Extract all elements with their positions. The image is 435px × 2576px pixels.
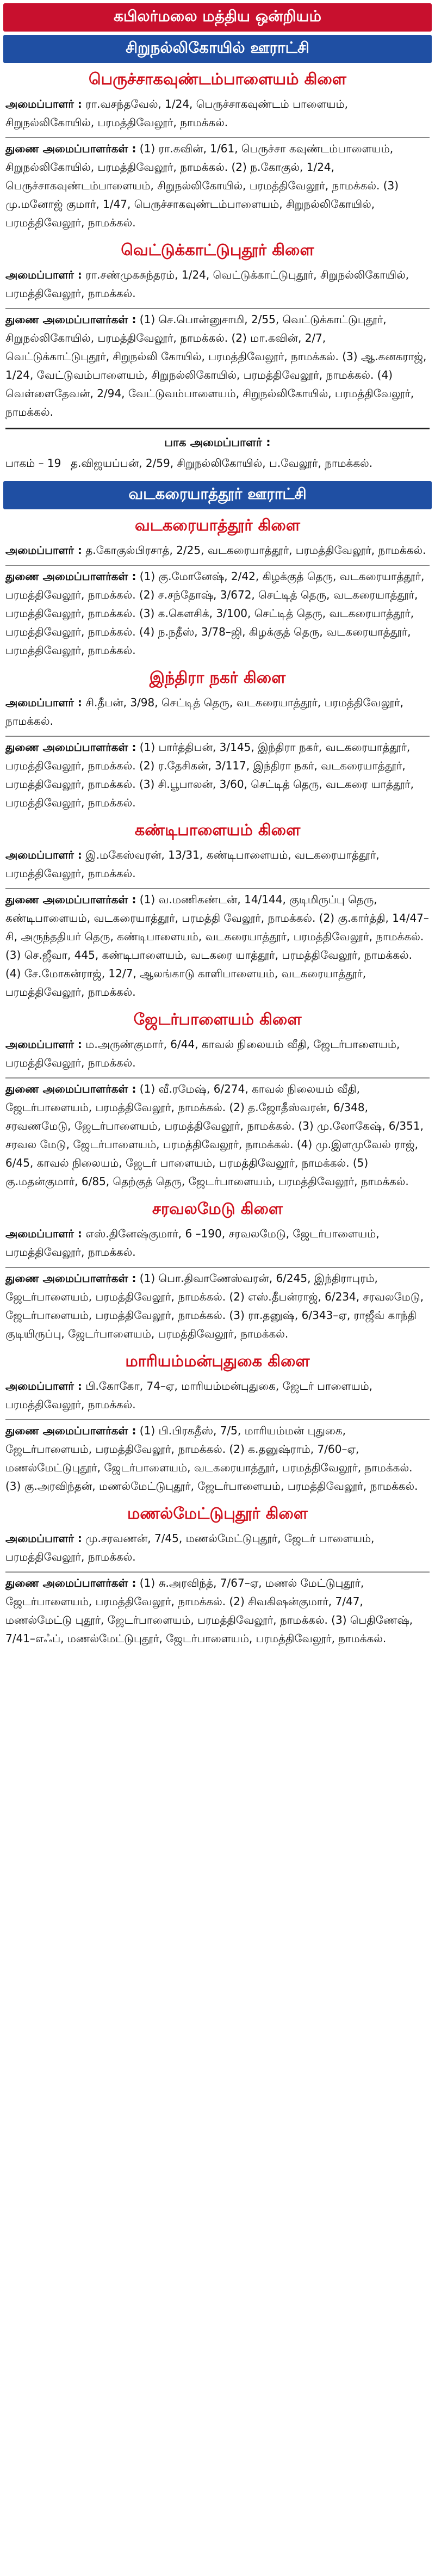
assistant-text: (1) வ.மணிகண்டன், 14/144, குடிமிருப்பு தெரு, கண்டிபாளையம், வடகரையாத்தூர், பரமத்தி வேலூர், நாமக்கல். (2) கு.கார்த்தி, 14/47–சி, அருந்ததியர் தெரு, கண்டிபாளையம், வடகரையாத்தூர், பரமத்திவேலூர், நாமக்கல். (3) செ.ஜீவா, 445, கண்டிபாளையம், வடகரை யாத்தூர், பரமத்திவேலூர், நாமக்கல். (4) சே.மோகன்ராஜ், 12/7, ஆலங்காடு காளிபாளையம், வடகரையாத்தூர், பரமத்திவேலூர், நாமக்கல். (5, 893, 429, 999)
leader-paragraph (0, 1377, 435, 1416)
town-banner-2 (3, 481, 432, 509)
divider (5, 1419, 430, 1420)
branch-title: ஜேடர்பாளையம் கிளை (133, 1010, 302, 1028)
assistant-text: (1) பொ.திவாணேஸ்வரன், 6/245, இந்திராபுரம், ஜேடர்பாளையம், பரமத்திவேலூர், நாமக்கல். (2) எஸ்.தீபன்ராஜ், 6/234, சரவலமேடு, ஜேடர்பாளையம், பரமத்திவேலூர், நாமக்கல். (3) ரா.தனுஷ், 6/343–ஏ, ராஜீவ் காந்தி குடியிருப்பு, ஜேடர்பாளையம், பரமத்திவேலூர், நாமக்கல். (5, 1272, 424, 1340)
assistant-paragraph (0, 567, 435, 662)
assistant-label: துணை அமைப்பாளர்கள் : (5, 1424, 136, 1437)
leader-text: த.கோகுல்பிரசாத், 2/25, வடகரையாத்தூர், பரமத்திவேலூர், நாமக்கல். (82, 544, 426, 557)
branch-title: மாரியம்மன்புதுகை கிளை (125, 1352, 310, 1370)
branch-section (0, 1352, 435, 1497)
leader-text: பி.கோகோ, 74–ஏ, மாரியம்மன்புதுகை, ஜேடர் பாளையம், பரமத்திவேலூர், நாமக்கல். (5, 1379, 373, 1411)
assistant-text: (1) ரா.கவின், 1/61, பெருச்சா கவுண்டம்பாளையம், சிறுநல்லிகோயில், பரமத்திவேலூர், நாமக்கல். (2) ந.கோகுல், 1/24, பெருச்சாகவுண்டம்பாளையம், சிறுநல்லிகோயில், பரமத்திவேலூர், நாமக்கல். (3) மு.மனோஜ் குமார், 1/47, பெருச்சாகவுண்டம்பாளையம், சிறுநல்லிகோயில், பரமத்திவேலூர், நாமக்கல். (5, 142, 399, 229)
town-banner-1 (3, 35, 432, 63)
leader-label: அமைப்பாளர் : (5, 268, 82, 281)
leader-text: மு.சரவணன், 7/45, மணல்மேட்டுபுதூர், ஜேடர் பாளையம், பரமத்திவேலூர், நாமக்கல். (5, 1532, 375, 1563)
divider (5, 137, 430, 138)
leader-text: ரா.சண்முகசுந்தரம், 1/24, வெட்டுக்காட்டுபுதூர், சிறுநல்லிகோயில், பரமத்திவேலூர், நாமக்கல். (5, 268, 409, 300)
leader-paragraph (0, 1224, 435, 1264)
assistant-text: (1) கு.மோனேஷ், 2/42, கிழக்குத் தெரு, வடகரையாத்தூர், பரமத்திவேலூர், நாமக்கல். (2) ச.சந்தோஷ், 3/672, செட்டித் தெரு, வடகரையாத்தூர், பரமத்திவேலூர், நாமக்கல். (3) க.கௌசிக், 3/100, செட்டித் தெரு, வடகரையாத்தூர், பரமத்திவேலூர், நாமக்கல். (4) ந.நதீஸ், 3/78–ஜி, கிழக்குத் தெரு, வடகரையாத்தூர், பரமத்திவேலூர், நாமக்கல். (5, 570, 425, 657)
part-row (0, 453, 435, 478)
branch-section (0, 1199, 435, 1345)
branch-section (0, 1010, 435, 1193)
leader-text: எஸ்.தினேஷ்குமார், 6 –190, சரவலமேடு, ஜேடர்பாளையம், பரமத்திவேலூர், நாமக்கல். (5, 1227, 380, 1259)
branch-title: வெட்டுக்காட்டுபுதூர் கிளை (121, 241, 314, 259)
leader-paragraph (0, 846, 435, 885)
leader-paragraph (0, 541, 435, 562)
branch-section (0, 821, 435, 1003)
assistant-paragraph (0, 738, 435, 814)
leader-label: அமைப்பாளர் : (5, 1532, 82, 1545)
branch-section (0, 1504, 435, 1650)
branch-title: கண்டிபாளையம் கிளை (134, 821, 301, 839)
assistant-paragraph (0, 1269, 435, 1345)
assistant-text: (1) பி.பிரகதீஸ், 7/5, மாரியம்மன் புதுகை, ஜேடர்பாளையம், பரமத்திவேலூர், நாமக்கல். (2) க.தனுஷ்ராம், 7/60–ஏ, மணல்மேட்டுபுதூர், ஜேடர்பாளையம், வடகரையாத்தூர், பரமத்திவேலூர், நாமக்கல். (3) கு.அரவிந்தன், மணல்மேட்டுபுதூர், ஜேடர்பாளையம், பரமத்திவேலூர், நாமக்கல். (5, 1424, 418, 1493)
leader-label: அமைப்பாளர் : (5, 97, 82, 110)
leader-paragraph (0, 1529, 435, 1568)
assistant-paragraph (0, 1574, 435, 1650)
branch-section (0, 241, 435, 423)
region-title: கபிலர்மலை மத்திய ஒன்றியம் (113, 7, 322, 25)
divider (5, 736, 430, 737)
assistant-label: துணை அமைப்பாளர்கள் : (5, 570, 136, 583)
assistant-text: (1) பார்த்திபன், 3/145, இந்திரா நகர், வடகரையாத்தூர், பரமத்திவேலூர், நாமக்கல். (2) ர.தேசிகன், 3/117, இந்திரா நகர், வடகரையாத்தூர், பரமத்திவேலூர், நாமக்கல். (3) சி.பூபாலன், 3/60, செட்டித் தெரு, வடகரை யாத்தூர், பரமத்திவேலூர், நாமக்கல். (5, 741, 414, 809)
part-title: பாக அமைப்பாளர் : (164, 436, 271, 449)
assistant-paragraph (0, 1421, 435, 1497)
assistant-label: துணை அமைப்பாளர்கள் : (5, 1082, 136, 1095)
assistant-paragraph (0, 139, 435, 234)
divider (5, 1267, 430, 1268)
town-title: வடகரையாத்தூர் ஊராட்சி (128, 485, 307, 503)
branch-title: இந்திரா நகர் கிளை (149, 668, 286, 687)
leader-paragraph (0, 1035, 435, 1074)
leader-label: அமைப்பாளர் : (5, 1227, 82, 1240)
divider (5, 428, 430, 429)
divider (5, 565, 430, 566)
assistant-text: (1) வீ.ரமேஷ், 6/274, காவல் நிலையம் வீதி, ஜேடர்பாளையம், பரமத்திவேலூர், நாமக்கல். (2) த.ஜோதீஸ்வரன், 6/348, சரவணமேடு, ஜேடர்பாளையம், பரமத்திவேலூர், நாமக்கல். (3) மு.லோகேஷ், 6/351, சரவல மேடு, ஜேடர்பாளையம், பரமத்திவேலூர், நாமக்கல். (4) மு.இளமுவேல் ராஜ், 6/45, காவல் நிலையம், ஜேடர் பாளையம், பரமத்திவேலூர், நாமக்கல். (5) கு.மதன்குமார், 6/85, தெற்குத் தெரு, ஜேடர்பாளையம், பரமத்திவேலூர், நாமக்கல். (5, 1082, 424, 1188)
leader-paragraph (0, 95, 435, 134)
assistant-label: துணை அமைப்பாளர்கள் : (5, 741, 136, 754)
branch-section (0, 668, 435, 814)
assistant-paragraph (0, 1080, 435, 1193)
assistant-label: துணை அமைப்பாளர்கள் : (5, 1272, 136, 1285)
leader-paragraph (0, 266, 435, 305)
part-number: பாகம் – 19 (5, 457, 61, 470)
assistant-text: (1) சு.அரவிந்த், 7/67–ஏ, மணல் மேட்டுபுதூர், ஜேடர்பாளையம், பரமத்திவேலூர், நாமக்கல். (2) சிவகிஷன்குமார், 7/47, மணல்மேட்டு புதூர், ஜேடர்பாளையம், பரமத்திவேலூர், நாமக்கல். (3) பெதிணேஷ், 7/41–எஃப், மணல்மேட்டுபுதூர், ஜேடர்பாளையம், பரமத்திவேலூர், நாமக்கல். (5, 1576, 413, 1645)
assistant-paragraph (0, 310, 435, 423)
leader-label: அமைப்பாளர் : (5, 1038, 82, 1051)
assistant-paragraph (0, 890, 435, 1003)
branch-section (0, 70, 435, 234)
assistant-label: துணை அமைப்பாளர்கள் : (5, 142, 136, 155)
assistant-label: துணை அமைப்பாளர்கள் : (5, 313, 136, 326)
branch-title: மணல்மேட்டுபுதூர் கிளை (127, 1504, 308, 1523)
leader-paragraph (0, 693, 435, 732)
leader-label: அமைப்பாளர் : (5, 848, 82, 861)
leader-label: அமைப்பாளர் : (5, 1379, 82, 1392)
divider (5, 888, 430, 889)
part-section (0, 432, 435, 478)
branch-section (0, 516, 435, 662)
divider (5, 1077, 430, 1079)
leader-text: ரா.வசந்தவேல், 1/24, பெருச்சாகவுண்டம் பாளையம், சிறுநல்லிகோயில், பரமத்திவேலூர், நாமக்கல். (5, 97, 349, 129)
divider (5, 1572, 430, 1573)
branch-title: சரவலமேடு கிளை (152, 1199, 283, 1218)
branch-title: பெருச்சாகவுண்டம்பாளையம் கிளை (89, 70, 346, 88)
assistant-text: (1) செ.பொன்னுசாமி, 2/55, வெட்டுக்காட்டுபுதூர், சிறுநல்லிகோயில், பரமத்திவேலூர், நாமக்கல். (2) மா.கவின், 2/7, வெட்டுக்காட்டுபுதூர், சிறுநல்லி கோயில், பரமத்திவேலூர், நாமக்கல். (3) ஆ.கனகராஜ், 1/24, வேட்டுவம்பாளையம், சிறுநல்லிகோயில், பரமத்திவேலூர், நாமக்கல். (4) வெள்ளைதேவன், 2/94, வேட்டுவம்பாளையம், சிறுநல்லிகோயில், பரமத்திவேலூர், நாமக்கல். (5, 313, 427, 418)
leader-label: அமைப்பாளர் : (5, 544, 82, 557)
branch-title: வடகரையாத்தூர் கிளை (135, 516, 300, 534)
leader-text: ம.அருண்குமார், 6/44, காவல் நிலையம் வீதி, ஜேடர்பாளையம், பரமத்திவேலூர், நாமக்கல். (5, 1038, 400, 1069)
assistant-label: துணை அமைப்பாளர்கள் : (5, 1576, 136, 1589)
divider (5, 308, 430, 309)
leader-text: இ.மகேஸ்வரன், 13/31, கண்டிபாளையம், வடகரையாத்தூர், பரமத்திவேலூர், நாமக்கல். (5, 848, 380, 880)
leader-text: சி.தீபன், 3/98, செட்டித் தெரு, வடகரையாத்தூர், பரமத்திவேலூர், நாமக்கல். (5, 696, 403, 728)
assistant-label: துணை அமைப்பாளர்கள் : (5, 893, 136, 906)
part-person: த.விஜயப்பன், 2/59, சிறுநல்லிகோயில், ப.வேலூர், நாமக்கல். (71, 457, 373, 470)
town-title: சிறுநல்லிகோயில் ஊராட்சி (126, 39, 309, 57)
region-banner (3, 3, 432, 32)
leader-label: அமைப்பாளர் : (5, 696, 82, 709)
